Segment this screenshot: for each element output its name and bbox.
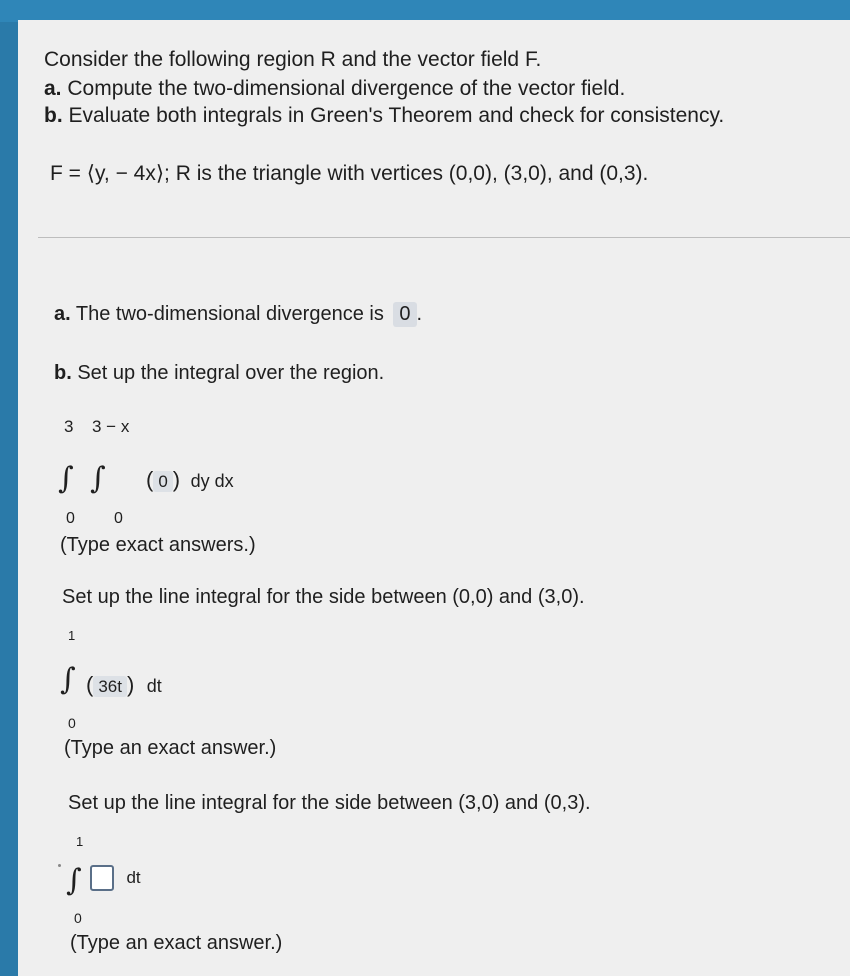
left-bezel bbox=[0, 22, 18, 976]
double-differentials: dy dx bbox=[190, 471, 234, 491]
outer-lower-limit[interactable]: 0 bbox=[66, 510, 75, 527]
outer-upper-limit[interactable]: 3 bbox=[64, 417, 74, 436]
line1-prompt: Set up the line integral for the side between (0,0) and (3,0). bbox=[62, 586, 585, 608]
line2-integral-sign: ∫ bbox=[66, 863, 82, 898]
question-panel bbox=[18, 20, 850, 976]
answer-b-label: b. bbox=[54, 362, 72, 384]
top-bezel bbox=[0, 0, 850, 22]
line1-integrand: ( 36t ) dt bbox=[86, 672, 162, 697]
line1-lower-limit: 0 bbox=[68, 715, 76, 731]
inner-lower-limit[interactable]: 0 bbox=[114, 510, 123, 527]
line1-dt: dt bbox=[146, 676, 162, 696]
line1-upper-limit: 1 bbox=[68, 628, 76, 643]
problem-intro: Consider the following region R and the vector field F. bbox=[44, 48, 542, 71]
double-integrand: ( 0 ) dy dx bbox=[146, 467, 234, 492]
inner-integral-sign: ∫ bbox=[90, 461, 106, 496]
part-a-label: a. bbox=[44, 77, 62, 100]
problem-part-b bbox=[44, 104, 724, 128]
answer-b-text: Set up the integral over the region. bbox=[77, 362, 385, 384]
note-exact-answer-1: (Type an exact answer.) bbox=[64, 737, 277, 759]
note-exact-answer-2: (Type an exact answer.) bbox=[70, 932, 283, 954]
answer-a-label: a. bbox=[54, 303, 71, 325]
problem-part-a bbox=[44, 77, 625, 101]
line2-integrand bbox=[90, 865, 141, 891]
line2-upper-limit: 1 bbox=[76, 834, 84, 849]
line2-lower-limit: 0 bbox=[74, 910, 82, 926]
note-exact-answers: (Type exact answers.) bbox=[60, 534, 256, 556]
line1-integrand-field[interactable]: 36t bbox=[93, 676, 127, 697]
line2-prompt: Set up the line integral for the side between (3,0) and (0,3). bbox=[68, 792, 591, 814]
section-divider bbox=[38, 237, 850, 238]
cursor-dot bbox=[58, 864, 61, 867]
answer-a-row: a. The two-dimensional divergence is 0 . bbox=[54, 303, 423, 325]
part-b-text: Evaluate both integrals in Green's Theorem and check for consistency. bbox=[68, 104, 725, 127]
part-a-text: Compute the two-dimensional divergence of the vector field. bbox=[67, 77, 626, 100]
line2-integrand-field[interactable] bbox=[90, 865, 114, 891]
inner-upper-limit[interactable]: 3 − x bbox=[92, 417, 130, 436]
double-integrand-field[interactable]: 0 bbox=[153, 471, 172, 492]
answer-b-row bbox=[54, 362, 384, 385]
line2-dt: dt bbox=[126, 868, 141, 887]
line1-integral-sign: ∫ bbox=[60, 662, 76, 697]
part-b-label: b. bbox=[44, 104, 63, 127]
outer-integral-sign: ∫ bbox=[58, 461, 74, 496]
divergence-answer-field[interactable]: 0 bbox=[393, 302, 416, 327]
vector-field-statement: F = ⟨y, − 4x⟩; R is the triangle with vertices (0,0), (3,0), and (0,3). bbox=[50, 162, 649, 185]
answer-a-text: The two-dimensional divergence is bbox=[75, 303, 384, 325]
